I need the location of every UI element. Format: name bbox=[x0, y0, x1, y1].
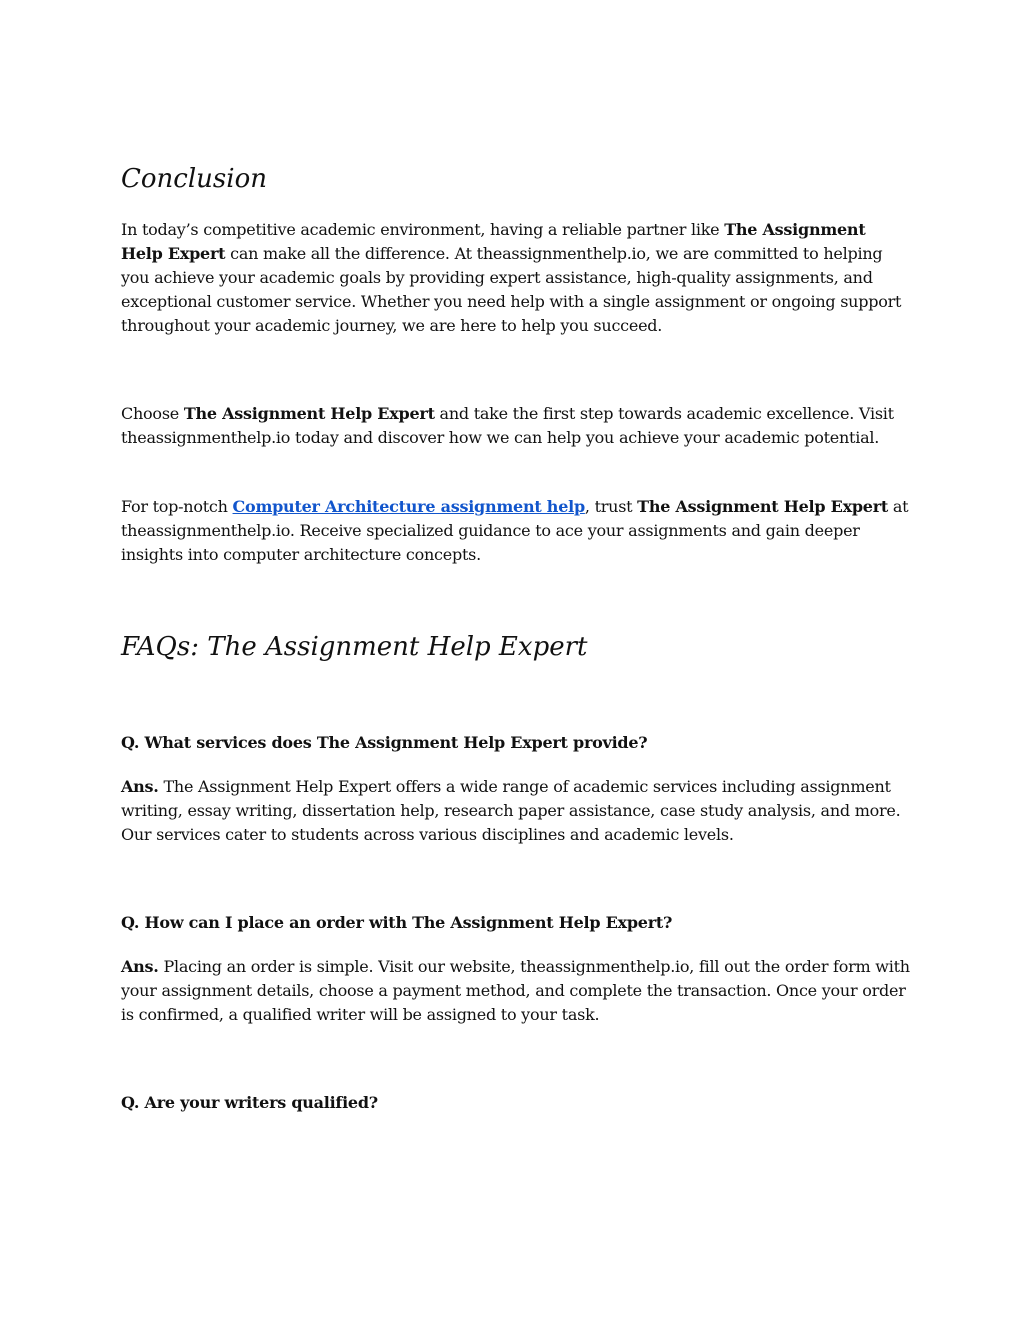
conclusion-p3-text-1: For top-notch bbox=[121, 497, 233, 516]
faqs-heading: FAQs: The Assignment Help Expert bbox=[121, 632, 588, 662]
conclusion-p1-text-1: In today’s competitive academic environment, having a reliable partner like bbox=[121, 220, 725, 239]
faq-question-3: Q. Are your writers qualified? bbox=[121, 1093, 378, 1112]
faq-answer-2 bbox=[121, 955, 911, 1027]
conclusion-p2-text-1: Choose bbox=[121, 404, 184, 423]
conclusion-heading: Conclusion bbox=[121, 164, 267, 194]
faq-answer-2-label: Ans. bbox=[121, 957, 159, 976]
conclusion-p3-text-3: at theassignmenthelp.io. Receive specialized guidance to ace your assignments and gain deeper insights into computer architecture concepts. bbox=[121, 497, 909, 564]
faq-question-2: Q. How can I place an order with The Assignment Help Expert? bbox=[121, 913, 673, 932]
conclusion-p1-brand: The Assignment Help Expert bbox=[121, 220, 866, 263]
conclusion-paragraph-1 bbox=[121, 218, 911, 338]
faq-answer-1 bbox=[121, 775, 911, 847]
conclusion-p3-text-2: , trust bbox=[584, 497, 638, 516]
faq-answer-2-text: Placing an order is simple. Visit our website, theassignmenthelp.io, fill out the order form with your assignment details, choose a payment method, and complete the transaction. Once your order is confirmed, a qualified writer will be assigned to your task. bbox=[121, 957, 910, 1024]
conclusion-p2-brand: The Assignment Help Expert bbox=[183, 404, 435, 423]
faq-answer-1-text: The Assignment Help Expert offers a wide range of academic services including assignment writing, essay writing, dissertation help, research paper assistance, case study analysis, and more. Our services cater to students across various disciplines and academic levels. bbox=[121, 777, 901, 844]
conclusion-paragraph-3 bbox=[121, 495, 911, 567]
computer-architecture-help-link[interactable]: Computer Architecture assignment help bbox=[232, 497, 585, 516]
conclusion-p1-text-2: can make all the difference. At theassignmenthelp.io, we are committed to helping you achieve your academic goals by providing expert assistance, high-quality assignments, and exceptional customer service. Whether you need help with a single assignment or ongoing support throughout your academic journey, we are here to help you succeed. bbox=[121, 244, 902, 335]
faq-question-1: Q. What services does The Assignment Help Expert provide? bbox=[121, 733, 648, 752]
conclusion-p3-brand: The Assignment Help Expert bbox=[637, 497, 889, 516]
conclusion-p2-text-2: and take the first step towards academic excellence. Visit theassignmenthelp.io today and discover how we can help you achieve your academic potential. bbox=[121, 404, 894, 447]
conclusion-paragraph-2 bbox=[121, 402, 911, 450]
faq-answer-1-label: Ans. bbox=[121, 777, 159, 796]
